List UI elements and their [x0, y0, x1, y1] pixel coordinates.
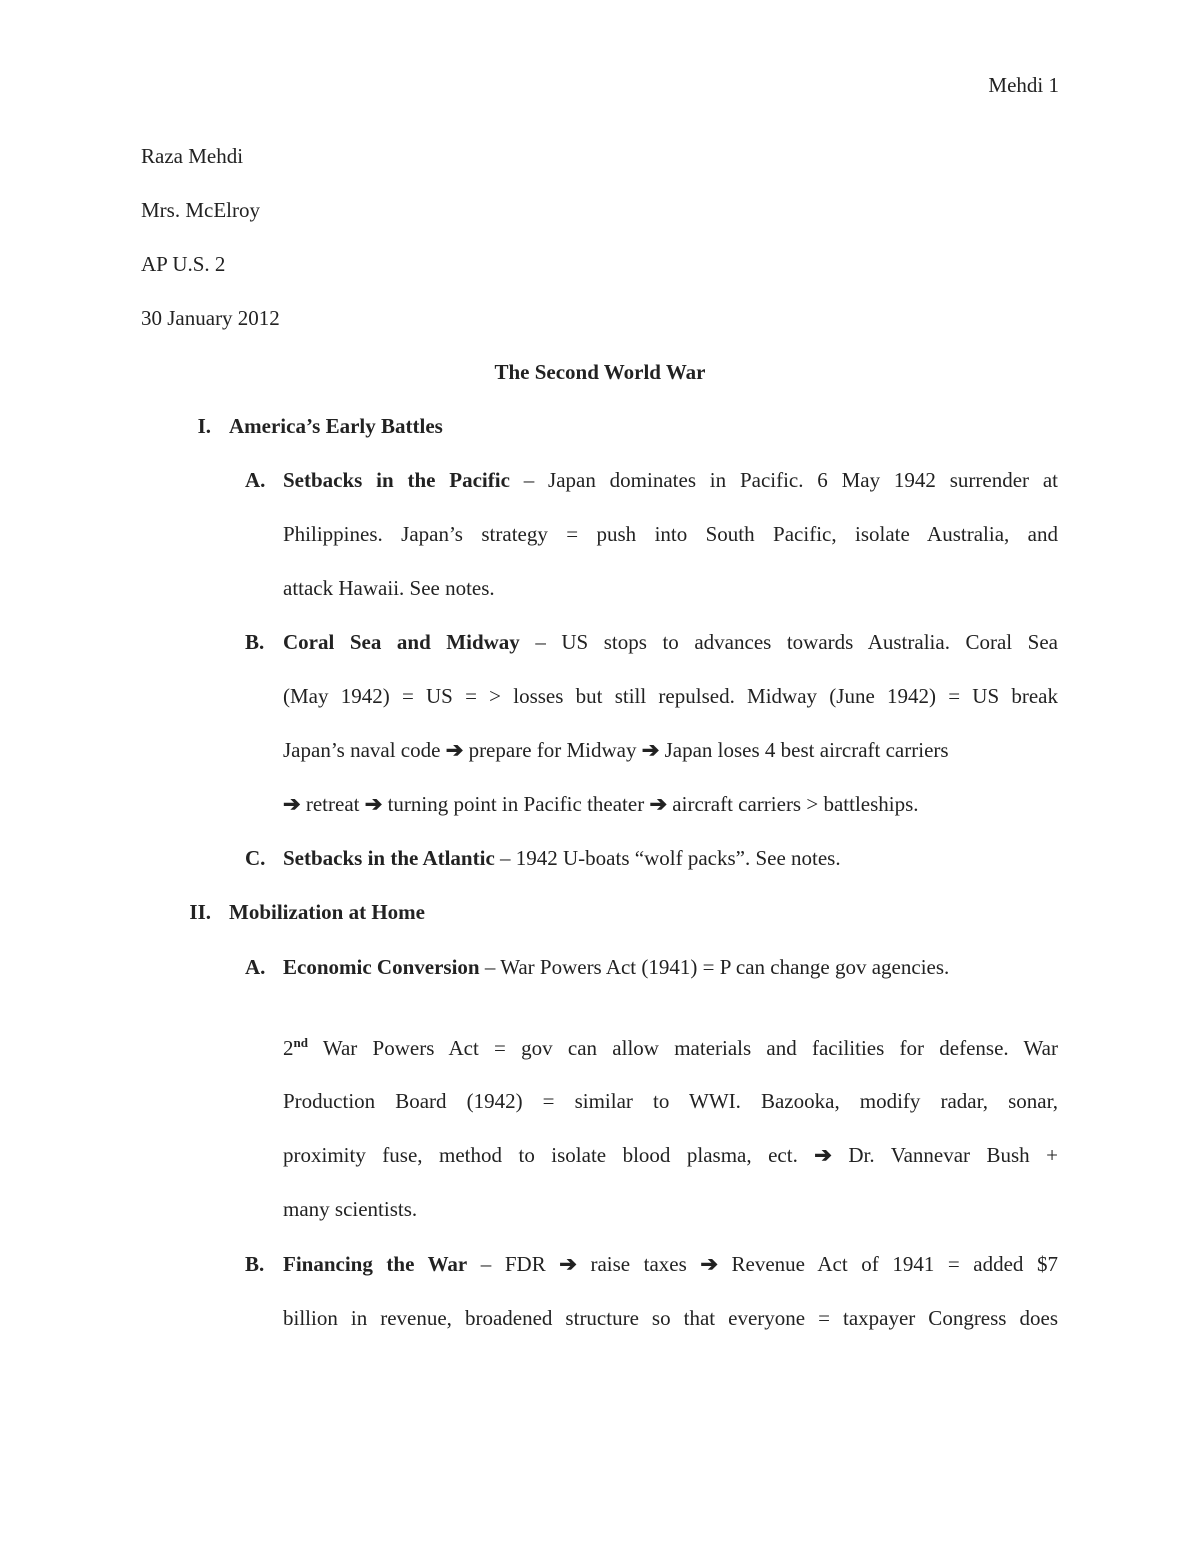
outline-text-line	[283, 1143, 1058, 1168]
item-label: Coral Sea and Midway	[283, 630, 520, 654]
section-numeral: II.	[189, 900, 211, 924]
outline-item-2b	[245, 1252, 1058, 1277]
section-heading-1	[171, 414, 443, 439]
ordinal-suffix: nd	[293, 1035, 308, 1050]
outline-item-1b	[245, 630, 1058, 655]
item-label: Setbacks in the Pacific	[283, 468, 510, 492]
date: 30 January 2012	[141, 306, 280, 330]
outline-item-1c	[245, 846, 1058, 871]
text-segment: Dr. Vannevar Bush +	[831, 1143, 1058, 1167]
running-head: Mehdi 1	[988, 73, 1059, 97]
text-segment: 2	[283, 1036, 294, 1060]
student-name: Raza Mehdi	[141, 144, 244, 168]
outline-text-line: billion in revenue, broadened structure so that everyone = taxpayer Congress does	[283, 1306, 1058, 1330]
course-name: AP U.S. 2	[141, 252, 226, 276]
outline-text-line	[283, 738, 1058, 763]
item-text: – War Powers Act (1941) = P can change gov agencies.	[479, 955, 950, 979]
arrow-right-icon: ➔	[814, 1143, 832, 1167]
item-letter: A.	[245, 955, 266, 979]
teacher-name: Mrs. McElroy	[141, 198, 260, 222]
text-segment: prepare for Midway	[463, 738, 642, 762]
item-text: – US stops to advances towards Australia. Coral Sea	[519, 630, 1058, 654]
text-segment: War Powers Act = gov can allow materials and facilities for defense. War	[307, 1036, 1058, 1060]
text-segment: turning point in Pacific theater	[382, 792, 650, 816]
text-segment: retreat	[300, 792, 365, 816]
section-numeral: I.	[197, 414, 211, 438]
text-segment: aircraft carriers > battleships.	[667, 792, 919, 816]
outline-text-line	[283, 792, 1058, 817]
text-segment: Revenue Act of 1941 = added $7	[717, 1252, 1058, 1276]
text-segment: proximity fuse, method to isolate blood plasma, ect.	[283, 1143, 815, 1167]
text-segment: raise taxes	[576, 1252, 701, 1276]
arrow-right-icon: ➔	[559, 1252, 577, 1276]
section-title: America’s Early Battles	[229, 414, 443, 438]
section-heading-2	[171, 900, 425, 925]
arrow-right-icon: ➔	[283, 792, 301, 816]
item-letter: B.	[245, 630, 265, 654]
item-text: – Japan dominates in Pacific. 6 May 1942 surrender at	[509, 468, 1058, 492]
item-text: – 1942 U-boats “wolf packs”. See notes.	[494, 846, 841, 870]
outline-text-line: (May 1942) = US = > losses but still repulsed. Midway (June 1942) = US break	[283, 684, 1058, 708]
outline-item-2a	[245, 955, 1058, 980]
item-letter: B.	[245, 1252, 265, 1276]
arrow-right-icon: ➔	[364, 792, 383, 816]
text-segment: – FDR	[467, 1252, 560, 1276]
item-letter: A.	[245, 468, 266, 492]
outline-item-1a	[245, 468, 1058, 493]
text-segment: Japan loses 4 best aircraft carriers	[659, 738, 949, 762]
section-title: Mobilization at Home	[229, 900, 425, 924]
item-label: Financing the War	[283, 1252, 468, 1276]
arrow-right-icon: ➔	[641, 738, 660, 762]
arrow-right-icon: ➔	[445, 738, 464, 762]
text-segment: Japan’s naval code	[283, 738, 446, 762]
arrow-right-icon: ➔	[649, 792, 668, 816]
item-letter: C.	[245, 846, 266, 870]
outline-text-line: Philippines. Japan’s strategy = push into South Pacific, isolate Australia, and	[283, 522, 1058, 546]
outline-text-line: many scientists.	[283, 1197, 418, 1221]
outline-text-line: Production Board (1942) = similar to WWI. Bazooka, modify radar, sonar,	[283, 1089, 1058, 1113]
document-title: The Second World War	[494, 360, 706, 384]
item-label: Economic Conversion	[283, 955, 480, 979]
outline-text-line: attack Hawaii. See notes.	[283, 576, 495, 600]
item-label: Setbacks in the Atlantic	[283, 846, 495, 870]
arrow-right-icon: ➔	[700, 1252, 718, 1276]
outline-text-line	[283, 1035, 1058, 1061]
